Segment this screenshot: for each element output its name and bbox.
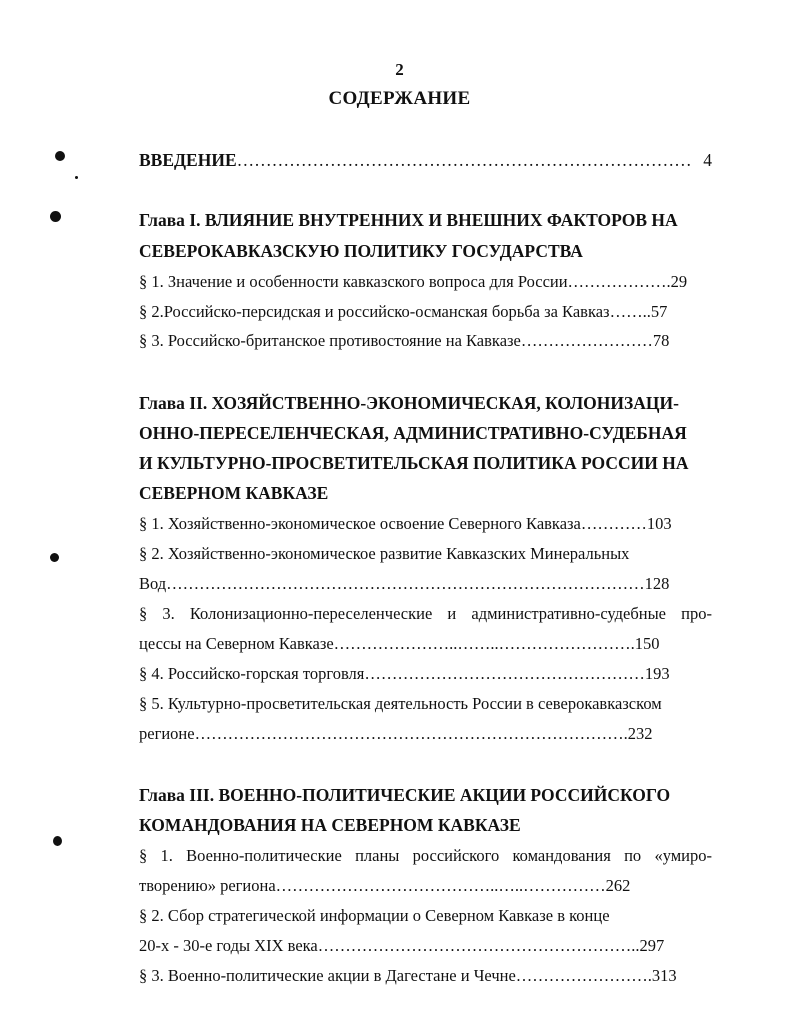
chapter-1-heading-line-1: Глава I. ВЛИЯНИЕ ВНУТРЕННИХ И ВНЕШНИХ ФАКТОРОВ НА	[139, 210, 678, 230]
word: §	[139, 604, 148, 623]
toc-entry-ch2-s4[interactable]: § 4. Российско-горская торговля……………………………………………193	[139, 664, 670, 683]
word: планы	[355, 846, 400, 865]
word: российского	[412, 846, 500, 865]
chapter-2-heading-line-4: СЕВЕРНОМ КАВКАЗЕ	[139, 483, 329, 503]
toc-entry-ch2-s3-line-2[interactable]: цессы на Северном Кавказе…………………..……..…………………….150	[139, 634, 660, 653]
word: и	[447, 604, 457, 623]
chapter-3-heading-line-2: КОМАНДОВАНИЯ НА СЕВЕРНОМ КАВКАЗЕ	[139, 815, 521, 835]
scan-speck	[75, 176, 78, 179]
chapter-3-heading-line-1: Глава III. ВОЕННО-ПОЛИТИЧЕСКИЕ АКЦИИ РОССИЙСКОГО	[139, 785, 671, 805]
word: по	[624, 846, 642, 865]
word: административно-судебные	[471, 604, 666, 623]
toc-entry-ch2-s2-line-2[interactable]: Вод……………………………………………………………………………128	[139, 574, 670, 593]
word: Колонизационно-переселенческие	[189, 604, 433, 623]
word: §	[139, 846, 148, 865]
toc-entry-ch1-s1[interactable]: § 1. Значение и особенности кавказского вопроса для России……………….29	[139, 272, 688, 291]
toc-entry-ch3-s3[interactable]: § 3. Военно-политические акции в Дагестане и Чечне…………………….313	[139, 966, 677, 985]
word: «умиро-	[654, 846, 712, 865]
toc-entry-ch2-s5-line-2[interactable]: регионе…………………………………………………………………….232	[139, 724, 653, 743]
word: 3.	[162, 604, 175, 623]
chapter-2-heading-line-2: ОННО-ПЕРЕСЕЛЕНЧЕСКАЯ, АДМИНИСТРАТИВНО-СУДЕБНАЯ	[139, 423, 687, 443]
chapter-2-heading-line-3: И КУЛЬТУРНО-ПРОСВЕТИТЕЛЬСКАЯ ПОЛИТИКА РОССИИ НА	[139, 453, 689, 473]
toc-entry-ch2-s1[interactable]: § 1. Хозяйственно-экономическое освоение Северного Кавказа…………103	[139, 514, 672, 533]
toc-entry-introduction[interactable]	[139, 150, 712, 170]
word: 1.	[160, 846, 173, 865]
toc-entry-ch1-s3[interactable]: § 3. Российско-британское противостояние на Кавказе……………………78	[139, 331, 670, 350]
toc-entry-ch2-s3-line-1[interactable]	[139, 604, 712, 624]
scan-hole-mark	[53, 836, 62, 846]
word: про-	[681, 604, 712, 623]
toc-entry-ch3-s2-line-2[interactable]: 20-х - 30-е годы XIX века…………………………………………………..297	[139, 936, 665, 955]
toc-entry-ch2-s2-line-1[interactable]: § 2. Хозяйственно-экономическое развитие Кавказских Минеральных	[139, 544, 630, 563]
word: Военно-политические	[186, 846, 342, 865]
toc-leader-dots: ……………………………………………………………………	[236, 150, 692, 170]
scan-hole-mark	[50, 211, 61, 222]
page-number: 2	[395, 60, 404, 79]
contents-title: СОДЕРЖАНИЕ	[328, 88, 471, 109]
toc-page-number: 4	[703, 150, 712, 170]
toc-entry-ch3-s1-line-2[interactable]: творению» региона…………………………………..…..……………262	[139, 876, 631, 895]
word: командования	[512, 846, 611, 865]
scan-hole-mark	[55, 151, 65, 161]
toc-entry-label: ВВЕДЕНИЕ	[139, 150, 237, 170]
scan-hole-mark	[50, 553, 59, 562]
chapter-2-heading-line-1: Глава II. ХОЗЯЙСТВЕННО-ЭКОНОМИЧЕСКАЯ, КОЛОНИЗАЦИ-	[139, 393, 679, 413]
toc-entry-ch1-s2[interactable]: § 2.Российско-персидская и российско-османская борьба за Кавказ……..57	[139, 302, 668, 321]
toc-entry-ch3-s2-line-1[interactable]: § 2. Сбор стратегической информации о Северном Кавказе в конце	[139, 906, 610, 925]
toc-entry-ch2-s5-line-1[interactable]: § 5. Культурно-просветительская деятельность России в северокавказском	[139, 694, 662, 713]
toc-entry-ch3-s1-line-1[interactable]	[139, 846, 712, 866]
chapter-1-heading-line-2: СЕВЕРОКАВКАЗСКУЮ ПОЛИТИКУ ГОСУДАРСТВА	[139, 241, 583, 261]
